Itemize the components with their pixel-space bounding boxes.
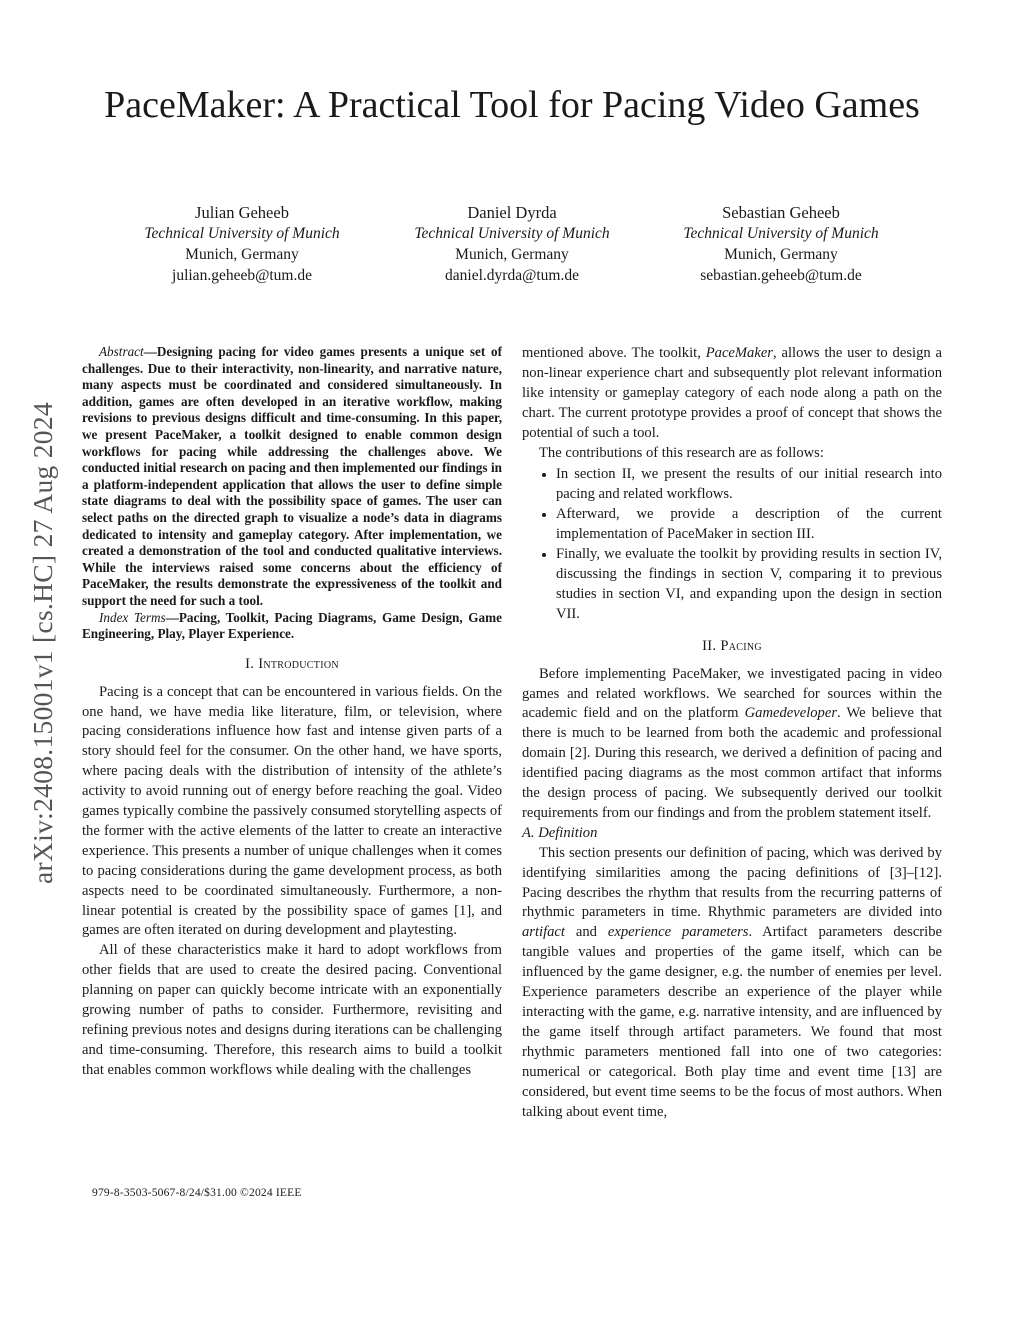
subsection-heading-definition: A. Definition <box>522 824 598 841</box>
index-terms-text: —Pacing, Toolkit, Pacing Diagrams, Game Design, Game Engineering, Play, Player Experience. <box>82 609 502 642</box>
author-email[interactable]: sebastian.geheeb@tum.de <box>700 267 862 284</box>
author-email[interactable]: julian.geheeb@tum.de <box>172 267 312 284</box>
author-name: Julian Geheeb <box>195 203 289 222</box>
contributions-list <box>522 465 942 624</box>
abstract-text: —Designing pacing for video games presents a unique set of challenges. Due to their interactivity, non-linearity, and narrative nature, many aspects must be coordinated and considered simultaneously. In addition, games are often developed in an iterative workflow, making revisions to previous designs difficult and time-consuming. In this paper, we present PaceMaker, a toolkit designed to enable common design workflows for pacing while addressing the challenges above. We conducted initial research on pacing and then implemented our findings in a platform-independent application that allows the user to define simple state diagrams to deal with the possibility space of games. The user can select paths on the directed graph to visualize a node’s data in diagrams dedicated to intensity and gameplay category. After implementation, we created a demonstration of the tool and conducted qualitative interviews. While the interviews raised some concerns about the efficiency of PaceMaker, the results demonstrate the expressiveness of the toolkit and support the need for such a tool. <box>82 344 502 608</box>
list-item: • Afterward, we provide a description of the current implementation of PaceMaker in section III. <box>556 505 942 545</box>
copyright-footer: 979-8-3503-5067-8/24/$31.00 ©2024 IEEE <box>92 1187 302 1199</box>
pacing-paragraph-1 <box>522 665 942 824</box>
section-number: II. <box>702 637 717 654</box>
definition-paragraph <box>522 844 942 1123</box>
author-name: Sebastian Geheeb <box>722 203 840 222</box>
author-location: Munich, Germany <box>724 246 838 263</box>
text-run: and <box>564 924 608 941</box>
author-name: Daniel Dyrda <box>467 203 557 222</box>
section-title: Pacing <box>720 637 762 654</box>
term-artifact: artifact <box>522 924 565 941</box>
term-experience-parameters: experience parameters <box>607 924 749 941</box>
text-run: mentioned above. The toolkit, <box>522 345 706 361</box>
author-2 <box>382 202 642 286</box>
right-column <box>522 344 942 1122</box>
author-location: Munich, Germany <box>455 246 569 263</box>
text-run: This section presents our definition of pacing, which was derived by identifying similarities among the pacing definitions of [3]–[12]. Pacing describes the rhythm that results from the recurring patterns of rhythmic parameters in time. Rhythmic parameters are divided into <box>522 844 942 921</box>
text-run: . Artifact parameters describe tangible values and properties of the game itself, which can be influenced by the game designer, e.g. the number of enemies per level. Experience parameters describe an experience of the player while interacting with the game, e.g. narrative intensity, and are influenced by the game itself through artifact parameters. We found that most rhythmic parameters mentioned fall into one of two categories: numerical or categorical. Both play time and event time [13] are considered, but event time seems to be the focus of most authors. When talking about event time, <box>522 924 942 1120</box>
author-email[interactable]: daniel.dyrda@tum.de <box>445 267 579 284</box>
section-heading-pacing <box>522 637 942 657</box>
arxiv-stamp-text: arXiv:2408.15001v1 [cs.HC] 27 Aug 2024 <box>27 402 58 884</box>
intro-paragraph-2: All of these characteristics make it hard to adopt workflows from other fields that are used to create the desired pacing. Conventional planning on paper can quickly become intricate with an exponentially growing number of paths to consider. Furthermore, revisiting and refining previous notes and designs during iterations can be challenging and time-consuming. Therefore, this research aims to build a toolkit that enables common workflows while dealing with the challenges <box>82 942 502 1078</box>
list-item: • Finally, we evaluate the toolkit by providing results in section IV, discussing the findings in section V, comparing it to previous studies in section VI, and expanding upon the design in section VII. <box>556 545 942 625</box>
author-location: Munich, Germany <box>185 246 299 263</box>
intro-paragraph-1: Pacing is a concept that can be encountered in various fields. On the one hand, we have media like literature, film, or television, where pacing considerations influence how fast and intense given parts of a story should feel for the consumer. On the other hand, we have sports, where pacing deals with the distribution of intensity of the athlete’s activity to avoid running out of energy before reaching the goal. Video games typically combine the passively consumed storytelling aspects of the former with the active elements of the latter to create an interactive experience. This presents a number of unique challenges when it comes to pacing considerations during the game development process, as both aspects need to be coordinated simultaneously. Furthermore, a non-linear potential is created by the possibility space of games [1], and games are often iterated on during development and playtesting. <box>82 683 502 939</box>
text-run: Before implementing PaceMaker, we investigated pacing in video games and related workflows. We searched for sources within the academic field and on the platform <box>522 665 942 722</box>
left-column <box>82 344 502 1081</box>
index-terms-label: Index Terms <box>99 609 166 625</box>
author-affiliation: Technical University of Munich <box>414 225 610 242</box>
author-3 <box>651 202 911 286</box>
abstract <box>82 344 502 610</box>
platform-name: Gamedeveloper <box>744 705 837 722</box>
paper-title: PaceMaker: A Practical Tool for Pacing Video Games <box>104 84 920 126</box>
text-run: . We believe that there is much to be learned from both the academic and professional domain [2]. During this research, we derived a definition of pacing and identified pacing diagrams as the most common artifact that informs the design process of pacing. We subsequently derived our toolkit requirements from our findings and from the problem statement itself. <box>522 705 942 821</box>
toolkit-name: PaceMaker <box>705 345 773 361</box>
index-terms <box>82 610 502 643</box>
contributions-intro: The contributions of this research are as follows: <box>539 444 824 461</box>
intro-continuation <box>522 344 942 444</box>
section-title: Introduction <box>258 655 339 672</box>
section-number: I. <box>245 655 255 672</box>
list-item: • In section II, we present the results of our initial research into pacing and related workflows. <box>556 465 942 505</box>
author-affiliation: Technical University of Munich <box>683 225 879 242</box>
author-1 <box>112 202 372 286</box>
text-run: , allows the user to design a non-linear experience chart and subsequently plot relevant information like intensity or gameplay category of each node along a path on the chart. The current prototype provides a proof of concept that shows the potential of such a tool. <box>522 345 942 441</box>
abstract-label: Abstract <box>99 344 144 359</box>
author-affiliation: Technical University of Munich <box>144 225 340 242</box>
section-heading-introduction <box>82 655 502 675</box>
